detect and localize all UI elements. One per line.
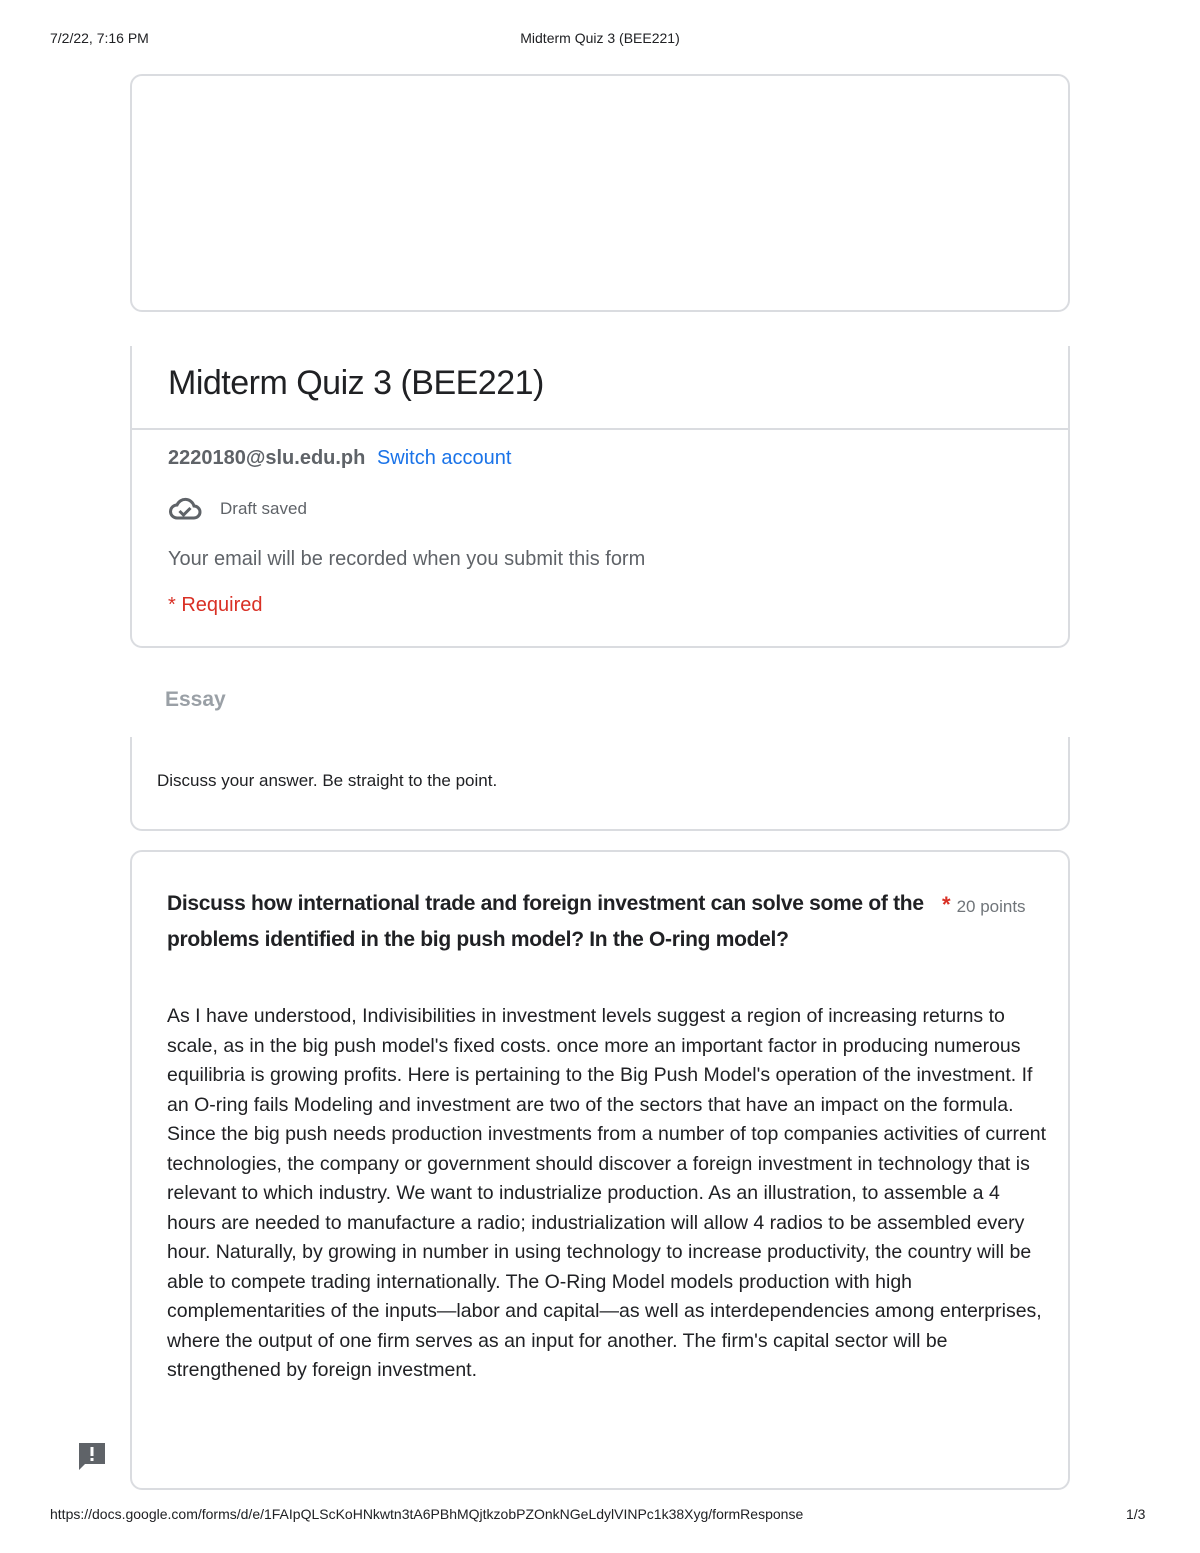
question-card: [130, 850, 1070, 1490]
print-datetime: 7/2/22, 7:16 PM: [50, 30, 149, 46]
account-row: [168, 447, 511, 470]
draft-status-text: Draft saved: [220, 499, 307, 518]
question-meta: [942, 892, 1026, 918]
required-notice: * Required: [168, 594, 263, 616]
feedback-button[interactable]: [76, 1440, 108, 1472]
title-divider: [132, 428, 1068, 430]
section-description-card: [130, 737, 1070, 831]
print-url: https://docs.google.com/forms/d/e/1FAIpQLScKoHNkwtn3tA6PBhMQjtkzobPZOnkNGeLdylVINPc1k38Xyg/formResponse: [50, 1506, 804, 1522]
cloud-check-icon: [168, 496, 202, 522]
required-star: *: [942, 892, 951, 917]
section-title: Essay: [165, 688, 226, 711]
form-title: Midterm Quiz 3 (BEE221): [168, 364, 544, 402]
feedback-icon: [76, 1440, 108, 1472]
question-points: 20 points: [956, 897, 1026, 916]
print-page-title: Midterm Quiz 3 (BEE221): [520, 30, 680, 46]
question-title: Discuss how international trade and foreign investment can solve some of the problems identified in the big push model? In the O-ring model?: [167, 892, 924, 951]
header-banner: [130, 74, 1070, 312]
print-page-number: 1/3: [1126, 1506, 1146, 1522]
answer-textarea[interactable]: As I have understood, Indivisibilities in investment levels suggest a region of increasing returns to scale, as in the big push model's fixed costs. once more an important factor in producing numerous equilibria is growing profits. Here is pertaining to the Big Push Model's operation of the investment. If an O-ring fails Modeling and investment are two of the sectors that have an impact on the formula. Since the big push needs production investments from a number of top companies activities of current technologies, the company or government should discover a foreign investment in technology that is relevant to which industry. We want to industrialize production. As an illustration, to assemble a 4 hours are needed to manufacture a radio; industrialization will allow 4 radios to be assembled every hour. Naturally, by growing in number in using technology to increase productivity, the country will be able to compete trading internationally. The O-Ring Model models production with high complementarities of the inputs—labor and capital—as well as interdependencies among enterprises, where the output of one firm serves as an input for another. The firm's capital sector will be strengthened by foreign investment.: [167, 1005, 1047, 1381]
section-description: Discuss your answer. Be straight to the point.: [157, 771, 498, 790]
account-email: 2220180@slu.edu.ph: [168, 447, 366, 469]
email-notice: Your email will be recorded when you submit this form: [168, 548, 646, 570]
draft-status: [168, 496, 307, 522]
form-header-card: [130, 346, 1070, 648]
switch-account-link[interactable]: Switch account: [376, 447, 512, 469]
